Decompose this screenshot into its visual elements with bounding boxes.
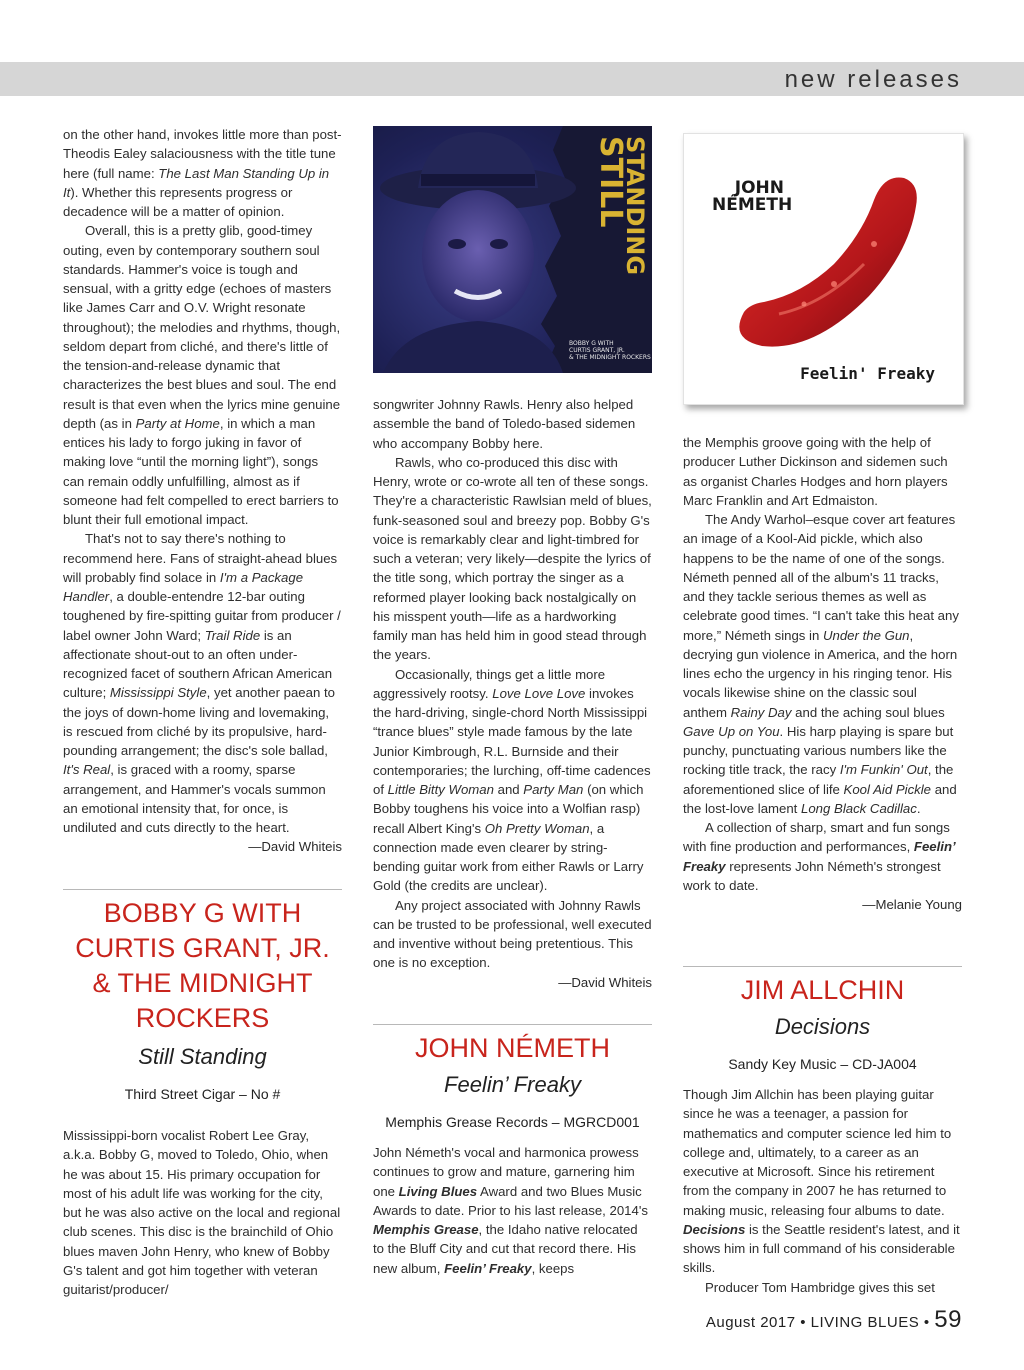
paragraph: Producer Tom Hambridge gives this set <box>705 1279 935 1295</box>
album-cover-still-standing <box>373 126 652 373</box>
paragraph: Rawls, who co-produced this disc with Henry, wrote or co-wrote all ten of these songs. They're a characteristic Rawlsian meld of blues, funk-seasoned soul and breezy pop. Bobby G's voice is remarkably clear and light-timbred for such a veteran; very likely—despite the lyrics of the title song, which portray the singer as a reformed player looking back nostalgically on his misspent youth—life as a hardworking family man has held him in good stead through the years. <box>373 454 652 663</box>
column-1 <box>63 125 342 857</box>
paragraph: the Memphis groove going with the help of producer Luther Dickinson and sidemen such as organist Charles Hodges and horn players Marc Franklin and Art Edmaiston. <box>683 435 948 508</box>
section-title: new releases <box>784 66 962 93</box>
review-jim-allchin <box>683 973 962 1297</box>
paragraph: Any project associated with Johnny Rawls can be trusted to be professional, well executed and inventive without being pretentious. This one is no exception. <box>373 897 652 971</box>
section-header-band <box>0 62 1024 96</box>
review-album-title: Decisions <box>774 1014 871 1039</box>
paragraph: Mississippi-born vocalist Robert Lee Gray, a.k.a. Bobby G, moved to Toledo, Ohio, when he was about 15. His primary occupation for most of his adult life was working for the city, but he was also active on the local and regional club scenes. This disc is the brainchild of Ohio blues maven John Henry, who knew of Bobby G's talent and got him together with veteran guitarist/producer/ <box>63 1128 341 1297</box>
review-artist-heading: JIM ALLCHIN <box>740 975 905 1005</box>
divider <box>683 966 962 967</box>
byline: —David Whiteis <box>248 839 342 855</box>
cover-title-standing: STANDING <box>621 136 649 276</box>
page-number: 59 <box>934 1306 962 1333</box>
paragraph: songwriter Johnny Rawls. Henry also helped assemble the band of Toledo-based sidemen who accompany Bobby here. <box>373 397 636 451</box>
divider <box>373 1024 652 1025</box>
byline: —Melanie Young <box>862 897 962 912</box>
review-album-title: Still Standing <box>138 1044 267 1069</box>
review-label-info: Sandy Key Music – CD-JA004 <box>728 1056 917 1072</box>
paragraph: Overall, this is a pretty glib, good-timey outing, even by contemporary southern soul standards. Hammer's voice is tough and sensual, with a gritty edge (echoes of masters like James Carr and O.V. Wright resonate throughout); the melodies and rhythms, though, seldom depart from cliché, and there's little of the tension-and-release dynamic that characterizes the best blues and soul. The end result is that even when the lyrics mine genuine depth (as in Party at Home, in which a man entices his lady to forgo juking in favor of making love “until the morning light”), songs can remain oddly unfulfilling, almost as if someone had felt compelled to erect barriers to blunt their full emotional impact. <box>63 223 341 527</box>
divider <box>63 889 342 890</box>
review-album-title: Feelin’ Freaky <box>444 1072 581 1097</box>
album-cover-feelin-freaky <box>683 133 964 405</box>
cover-title-still: STILL <box>593 136 628 228</box>
review-label-info: Third Street Cigar – No # <box>124 1086 281 1102</box>
byline: —David Whiteis <box>558 974 652 990</box>
paragraph: The Andy Warhol–esque cover art features an image of a Kool-Aid pickle, which also happens to be the name of one of the songs. Németh penned all of the album's 11 tracks, and they tackle serious themes as well as celebrate good times. “I can't take this heat any more,” Németh sings in Under the Gun, decrying gun violence in America, and the horn lines echo the urgency in his ringing tenor. His vocals likewise shine on the classic soul anthem Rainy Day and the aching soul blues Gave Up on You. His harp playing is spare but punchy, punctuating various numbers like the rocking title track, the racy I'm Funkin' Out, the aforementioned slice of life Kool Aid Pickle and the lost-love lament Long Black Cadillac. <box>683 512 959 816</box>
cover-title: Feelin' Freaky <box>800 364 935 383</box>
paragraph: on the other hand, invokes little more than post-Theodis Ealey salaciousness with the title tune here (full name: The Last Man Standing Up in It). Whether this represents progress or decadence will be a matter of opinion. <box>63 127 342 219</box>
page-footer <box>706 1306 962 1334</box>
review-artist-heading: JOHN NÉMETH <box>415 1033 610 1063</box>
review-john-nemeth <box>373 1031 652 1278</box>
paragraph: That's not to say there's nothing to recommend here. Fans of straight-ahead blues will probably find solace in I'm a Package Handler, a double-entendre 12-bar outing toughened by fire-spitting guitar from producer / label owner John Ward; Trail Ride is an affectionate shout-out to an often under-recognized facet of southern African American culture; Mississippi Style, yet another paean to the joys of down-home living and lovemaking, is rescued from cliché by its propulsive, hard-pounding arrangement; the disc's sole ballad, It's Real, is graced with a roomy, sparse arrangement, and Hammer's vocals summon an emotional intensity that, for once, is undiluted and cuts directly to the heart. <box>63 531 341 835</box>
column-2 <box>373 395 652 992</box>
cover-artist-name: JOHN NÉMETH <box>712 178 793 215</box>
cover-credits: BOBBY G WITH CURTIS GRANT, JR. & THE MIDNIGHT ROCKERS <box>569 340 651 361</box>
paragraph: John Németh's vocal and harmonica prowess continues to grow and mature, garnering him one Living Blues Award and two Blues Music Awards to date. Prior to his last release, 2014's Memphis Grease, the Idaho native relocated to the Bluff City and cut that record there. His new album, Feelin’ Freaky, keeps <box>373 1145 648 1276</box>
paragraph: Though Jim Allchin has been playing guitar since he was a teenager, a passion for mathematics and computer science led him to college and, ultimately, to a career as an executive at Microsoft. Since his retirement from the company in 2007 he has returned to making music, releasing four albums to date. Decisions is the Seattle resident's latest, and it shows him in full command of his considerable skills. <box>683 1087 960 1276</box>
review-label-info: Memphis Grease Records – MGRCD001 <box>385 1114 640 1130</box>
review-artist-heading: BOBBY G WITH CURTIS GRANT, JR. & THE MIDNIGHT ROCKERS <box>75 898 330 1033</box>
issue-info: August 2017 • LIVING BLUES • <box>705 1314 930 1331</box>
paragraph: A collection of sharp, smart and fun songs with fine production and performances, Feelin’ Freaky represents John Németh's strongest work to date. <box>683 820 956 893</box>
column-3 <box>683 433 962 914</box>
paragraph: Occasionally, things get a little more aggressively rootsy. Love Love Love invokes the hard-driving, single-chord North Mississippi “trance blues” style made famous by the late Junior Kimbrough, R.L. Burnside and their contemporaries; the lurching, off-time cadences of Little Bitty Woman and Party Man (on which Bobby toughens his voice into a Wolfian rasp) recall Albert King's Oh Pretty Woman, a connection made even clearer by string-bending guitar work from either Rawls or Larry Gold (the credits are unclear). <box>373 666 651 894</box>
review-bobby-g <box>63 896 342 1299</box>
